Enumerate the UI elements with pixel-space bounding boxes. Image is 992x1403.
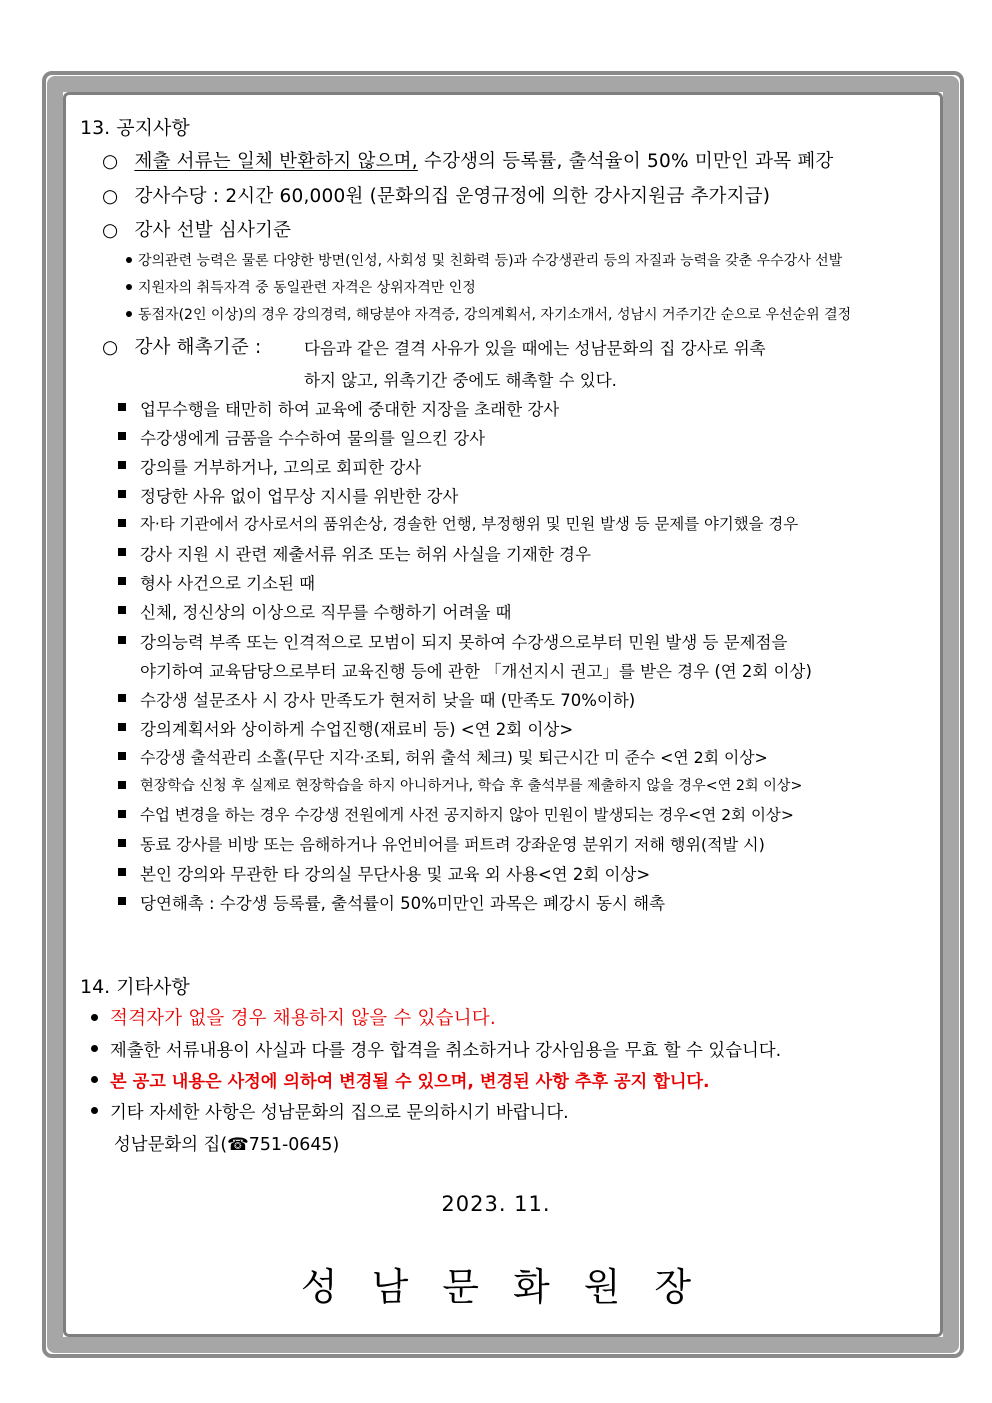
criteria-item: 동점자(2인 이상)의 경우 강의경력, 해당분야 자격증, 강의계획서, 자기소개서, 성남시 거주기간 순으로 우선순위 결정 xyxy=(138,307,852,323)
dot-bullet xyxy=(91,1045,98,1052)
dismissal-reason: 정당한 사유 없이 업무상 지시를 위반한 강사 xyxy=(140,487,459,506)
square-bullet xyxy=(118,694,126,702)
dismissal-reason: 업무수행을 태만히 하여 교육에 중대한 지장을 초래한 강사 xyxy=(140,400,560,419)
section14-heading: 14. 기타사항 xyxy=(80,976,190,998)
dismissal-reason: 강의를 거부하거나, 고의로 회피한 강사 xyxy=(140,458,422,477)
issuer-signature: 성남문화원장 xyxy=(300,1265,726,1309)
no-return-notice: 제출 서류는 일체 반환하지 않으며, xyxy=(134,151,418,172)
selection-criteria-title: 강사 선발 심사기준 xyxy=(134,220,292,241)
other-note: 제출한 서류내용이 사실과 다를 경우 합격을 취소하거나 강사임용을 무효 할 수 있습니다. xyxy=(110,1041,782,1061)
square-bullet xyxy=(118,636,126,644)
dismissal-reason: 강의계획서와 상이하게 수업진행(재료비 등) <연 2회 이상> xyxy=(140,720,574,739)
dismissal-reason: 수강생에게 금품을 수수하여 물의를 일으킨 강사 xyxy=(140,429,486,448)
dot-bullet xyxy=(91,1107,98,1114)
square-bullet xyxy=(118,606,126,614)
instructor-fee: 강사수당 : 2시간 60,000원 (문화의집 운영규정에 의한 강사지원금 추가지급) xyxy=(134,186,771,207)
dismissal-reason: 당연해촉 : 수강생 등록률, 출석률이 50%미만인 과목은 폐강시 동시 해촉 xyxy=(140,894,666,913)
square-bullet xyxy=(118,548,126,556)
other-note: 적격자가 없을 경우 채용하지 않을 수 있습니다. xyxy=(110,1008,496,1029)
dismissal-reason: 수업 변경을 하는 경우 수강생 전원에게 사전 공지하지 않아 민원이 발생되는 경우<연 2회 이상> xyxy=(140,806,794,824)
square-bullet xyxy=(118,403,126,411)
dismissal-criteria-label: 강사 해촉기준 : xyxy=(134,337,262,358)
notice-item-1-rest: 수강생의 등록률, 출석율이 50% 미만인 과목 폐강 xyxy=(417,151,834,172)
square-bullet xyxy=(118,723,126,731)
dismissal-criteria-text-2: 하지 않고, 위촉기간 중에도 해촉할 수 있다. xyxy=(304,371,617,390)
dismissal-reason: 본인 강의와 무관한 타 강의실 무단사용 및 교육 외 사용<연 2회 이상> xyxy=(140,865,651,884)
dismissal-reason: 동료 강사를 비방 또는 음해하거나 유언비어를 퍼트려 강좌운영 분위기 저해 행위(적발 시) xyxy=(140,835,765,854)
contact-info: 성남문화의 집(☎751-0645) xyxy=(114,1135,340,1155)
dot-bullet xyxy=(126,257,132,263)
square-bullet xyxy=(118,432,126,440)
criteria-item: 강의관련 능력은 물론 다양한 방면(인성, 사회성 및 친화력 등)과 수강생관리 등의 자질과 능력을 갖춘 우수강사 선발 xyxy=(138,253,843,269)
square-bullet xyxy=(118,839,126,847)
notice-item-1 xyxy=(102,147,834,173)
dismissal-reason: 수강생 설문조사 시 강사 만족도가 현저히 낮을 때 (만족도 70%이하) xyxy=(140,691,636,710)
criteria-item: 지원자의 취득자격 중 동일관련 자격은 상위자격만 인정 xyxy=(138,280,476,296)
notice-item-2 xyxy=(102,182,770,208)
square-bullet xyxy=(118,868,126,876)
dismissal-reason: 자·타 기관에서 강사로서의 품위손상, 경솔한 언행, 부정행위 및 민원 발생 등 문제를 야기했을 경우 xyxy=(140,515,799,533)
square-bullet xyxy=(118,897,126,905)
other-note: 본 공고 내용은 사정에 의하여 변경될 수 있으며, 변경된 사항 추후 공지 합니다. xyxy=(110,1072,710,1092)
notice-item-4 xyxy=(102,333,261,359)
square-bullet xyxy=(118,577,126,585)
dismissal-reason: 강의능력 부족 또는 인격적으로 모범이 되지 못하여 수강생으로부터 민원 발생 등 문제점을 xyxy=(140,633,788,652)
dot-bullet xyxy=(126,311,132,317)
circle-bullet: ○ xyxy=(102,337,119,358)
dot-bullet xyxy=(126,284,132,290)
dot-bullet xyxy=(91,1014,98,1021)
dismissal-criteria-text-1: 다음과 같은 결격 사유가 있을 때에는 성남문화의 집 강사로 위촉 xyxy=(304,339,766,358)
square-bullet xyxy=(118,519,126,527)
dismissal-reason-continued: 야기하여 교육담당으로부터 교육진행 등에 관한 「개선지시 권고」를 받은 경우 (연 2회 이상) xyxy=(140,662,812,681)
notice-item-3 xyxy=(102,216,291,242)
dismissal-reason: 형사 사건으로 기소된 때 xyxy=(140,574,316,593)
dismissal-reason: 신체, 정신상의 이상으로 직무를 수행하기 어려울 때 xyxy=(140,603,512,622)
square-bullet xyxy=(118,461,126,469)
circle-bullet: ○ xyxy=(102,220,119,241)
dismissal-reason: 강사 지원 시 관련 제출서류 위조 또는 허위 사실을 기재한 경우 xyxy=(140,545,591,564)
other-note: 기타 자세한 사항은 성남문화의 집으로 문의하시기 바랍니다. xyxy=(110,1103,569,1123)
square-bullet xyxy=(118,490,126,498)
dismissal-reason: 수강생 출석관리 소홀(무단 지각·조퇴, 허위 출석 체크) 및 퇴근시간 미 준수 <연 2회 이상> xyxy=(140,748,768,767)
dot-bullet xyxy=(91,1076,98,1083)
square-bullet xyxy=(118,781,126,789)
square-bullet xyxy=(118,810,126,818)
square-bullet xyxy=(118,752,126,760)
notice-date: 2023. 11. xyxy=(441,1192,551,1216)
circle-bullet: ○ xyxy=(102,186,119,207)
circle-bullet: ○ xyxy=(102,151,119,172)
dismissal-reason: 현장학습 신청 후 실제로 현장학습을 하지 아니하거나, 학습 후 출석부를 제출하지 않을 경우<연 2회 이상> xyxy=(140,778,803,794)
section13-heading: 13. 공지사항 xyxy=(80,117,190,139)
